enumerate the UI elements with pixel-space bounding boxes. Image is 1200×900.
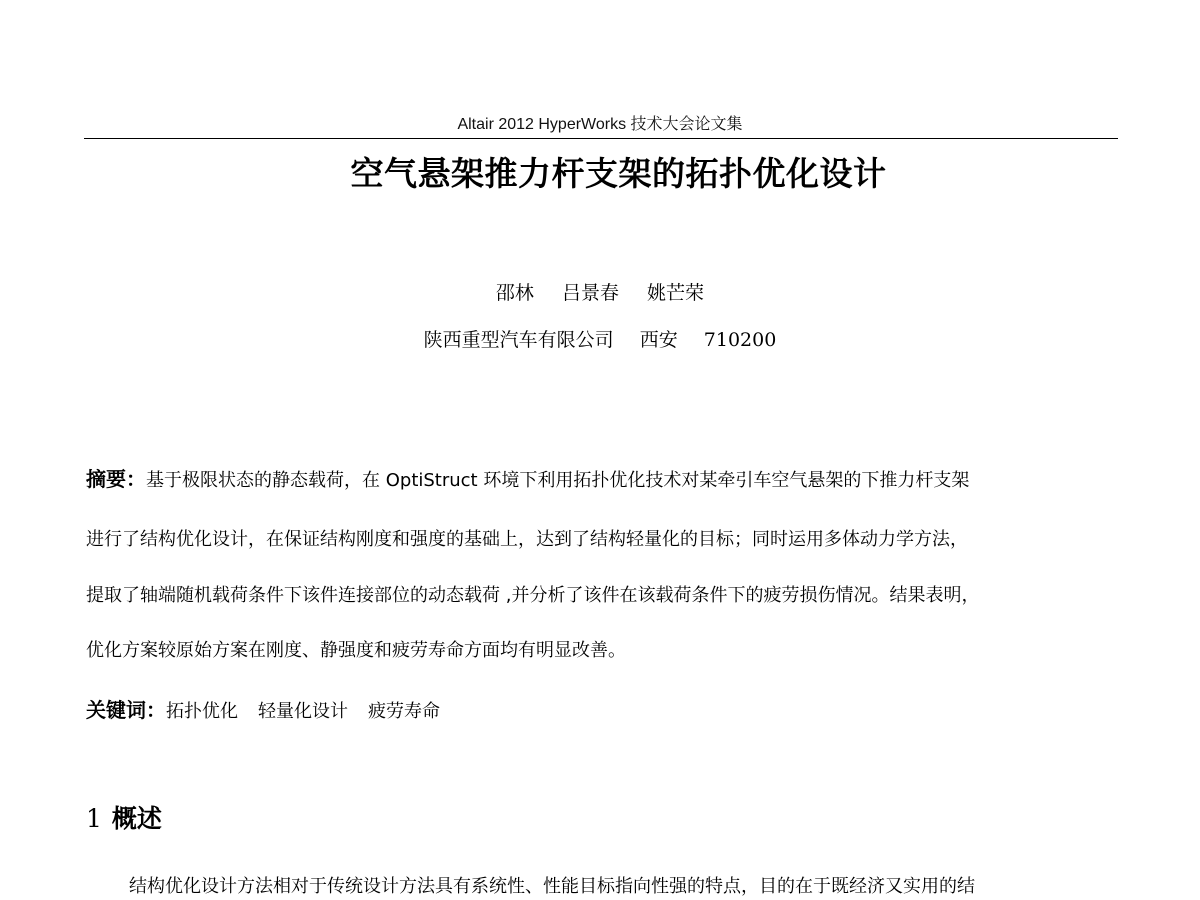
affiliation-city: 西安 (639, 329, 678, 351)
section-heading (86, 802, 162, 836)
author-name: 吕景春 (561, 282, 619, 304)
paper-title: 空气悬架推力杆支架的拓扑优化设计 (350, 154, 887, 193)
keywords-label: 关键词： (86, 698, 166, 722)
header-rule (84, 138, 1118, 139)
abstract-line (86, 525, 968, 555)
abstract-line (86, 464, 969, 494)
affiliation-company: 陕西重型汽车有限公司 (423, 329, 614, 351)
affiliation-postcode: 710200 (703, 329, 777, 351)
abstract-text: 进行了结构优化设计，在保证结构刚度和强度的基础上，达到了结构轻量化的目标；同时运用多体动力学方法， (86, 529, 968, 550)
body-paragraph: 结构优化设计方法相对于传统设计方法具有系统性、性能目标指向性强的特点，目的在于既经济又实用的结 (129, 876, 975, 897)
abstract-label: 摘要： (86, 467, 146, 491)
abstract-text: 基于极限状态的静态载荷，在 OptiStruct 环境下利用拓扑优化技术对某牵引车空气悬架的下推力杆支架 (146, 470, 970, 491)
keyword: 轻量化设计 (258, 701, 348, 722)
abstract-text: 优化方案较原始方案在刚度、静强度和疲劳寿命方面均有明显改善。 (86, 640, 626, 661)
running-header: Altair 2012 HyperWorks 技术大会论文集 (457, 116, 743, 133)
author-name: 姚芒荣 (647, 282, 705, 304)
author-list (0, 280, 1200, 306)
author-name: 邵林 (495, 282, 534, 304)
affiliation (0, 327, 1200, 353)
section-number: 1 (86, 804, 102, 833)
keywords (86, 695, 460, 727)
keyword: 疲劳寿命 (368, 701, 440, 722)
abstract-line (86, 636, 626, 666)
abstract-text: 提取了轴端随机载荷条件下该件连接部位的动态载荷 ,并分析了该件在该载荷条件下的疲劳损伤情况。结果表明， (86, 585, 980, 606)
abstract-line (86, 581, 979, 611)
keyword: 拓扑优化 (166, 701, 238, 722)
section-title: 概述 (111, 804, 162, 833)
